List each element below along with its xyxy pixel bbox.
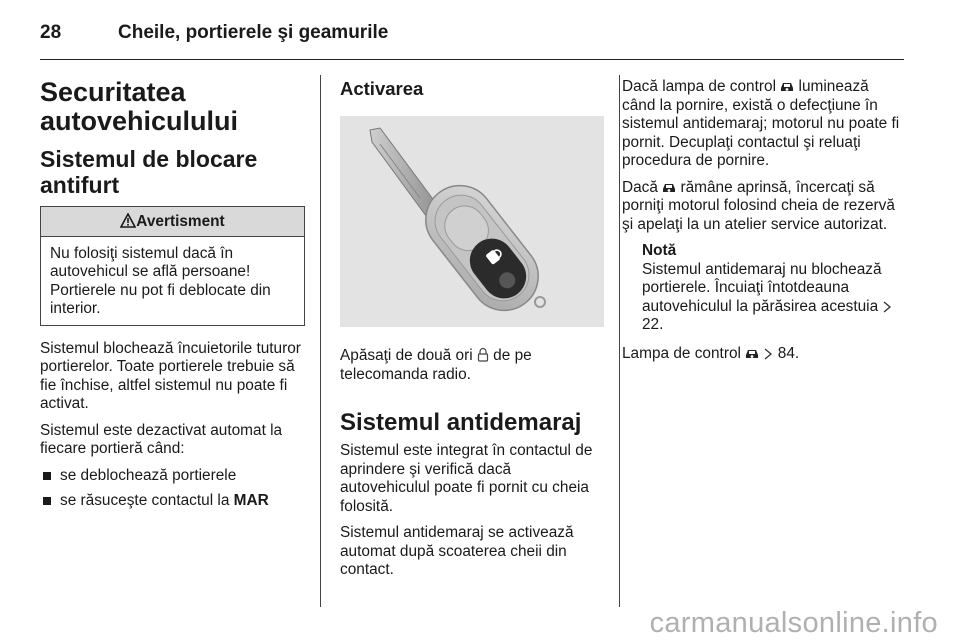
list-item [40,467,305,486]
warning-text: Nu folosiţi sistemul dacă în autovehicul se află persoane! Portierele nu pot fi deblocate din interior. [50,244,271,317]
list-item-text: se răsuceşte contactul la [60,492,234,509]
header-rule [40,59,904,60]
car-key-fob-icon [340,116,604,327]
section-title: Securitatea autovehiculului [40,77,239,136]
text-span: Lampa de control [622,344,746,362]
warning-triangle-icon [120,213,136,228]
column-divider-1 [320,75,321,607]
bullet-list [40,467,305,511]
warning-title: Avertisment [136,213,225,230]
subsection-title: Activarea [340,78,424,99]
note-title: Notă [642,242,677,259]
list-item [40,492,305,511]
column-3 [622,78,906,371]
chapter-title: Cheile, portierele şi geamurile [118,22,389,43]
car-key-lamp-icon [662,181,676,194]
paragraph [622,78,906,171]
text-span: Dacă lampa de control [622,78,781,95]
paragraph [622,345,906,364]
text-span: Dacă [622,178,663,196]
page-number: 28 [40,22,62,43]
text-span: de pe telecomanda radio. [340,347,532,383]
bullet-icon [43,497,51,505]
watermark: carmanualsonline.info [649,607,938,639]
paragraph: Sistemul este dezactivat automat la fiecare portieră când: [40,421,283,457]
warning-header [41,207,304,237]
subsection-title: Sistemul antidemaraj [340,409,582,436]
key-fob-figure [340,116,604,327]
paragraph: Sistemul este integrat în contactul de aprindere şi verifică dacă autovehiculul poate fi pornit cu cheia folosită. [340,442,593,515]
activation-paragraph [340,347,604,384]
car-key-lamp-icon [780,80,794,93]
column-divider-2 [619,75,620,607]
page-header [40,22,388,44]
reference-arrow-icon [882,301,892,313]
text-span: rămâne aprinsă, încercaţi să porniţi motorul folosind cheia de rezervă şi apelaţi la un atelier service autorizat. [622,178,895,233]
ignition-position: MAR [233,492,269,509]
text-span: luminează când la pornire, există o defecţiune în sistemul antidemaraj; motorul nu poate fi pornit. Decuplaţi contactul şi reluaţi procedura de pornire. [622,78,900,169]
reference-arrow-icon [763,348,773,360]
paragraph: Sistemul antidemaraj se activează automat după scoaterea cheii din contact. [340,524,574,578]
warning-box [40,206,305,326]
bullet-icon [43,472,51,480]
page-reference: 84. [777,344,800,362]
column-2 [340,78,604,588]
note-text: Sistemul antidemaraj nu blochează portierele. Încuiaţi întotdeauna autovehiculul la părăsirea acestuia [642,260,883,315]
paragraph [622,179,906,235]
page-reference: 22. [642,316,664,333]
lock-icon [477,347,489,362]
column-1 [40,78,305,518]
list-item-text: se deblochează portierele [60,466,237,484]
note-box [622,242,906,335]
subsection-title: Sistemul de blocare antifurt [40,146,258,198]
paragraph: Sistemul blochează încuietorile tuturor portierelor. Toate portierele trebuie să fie închise, altfel sistemul nu poate fi activat. [40,339,301,412]
text-span: Apăsaţi de două ori [340,347,477,364]
car-key-lamp-icon [745,347,759,360]
